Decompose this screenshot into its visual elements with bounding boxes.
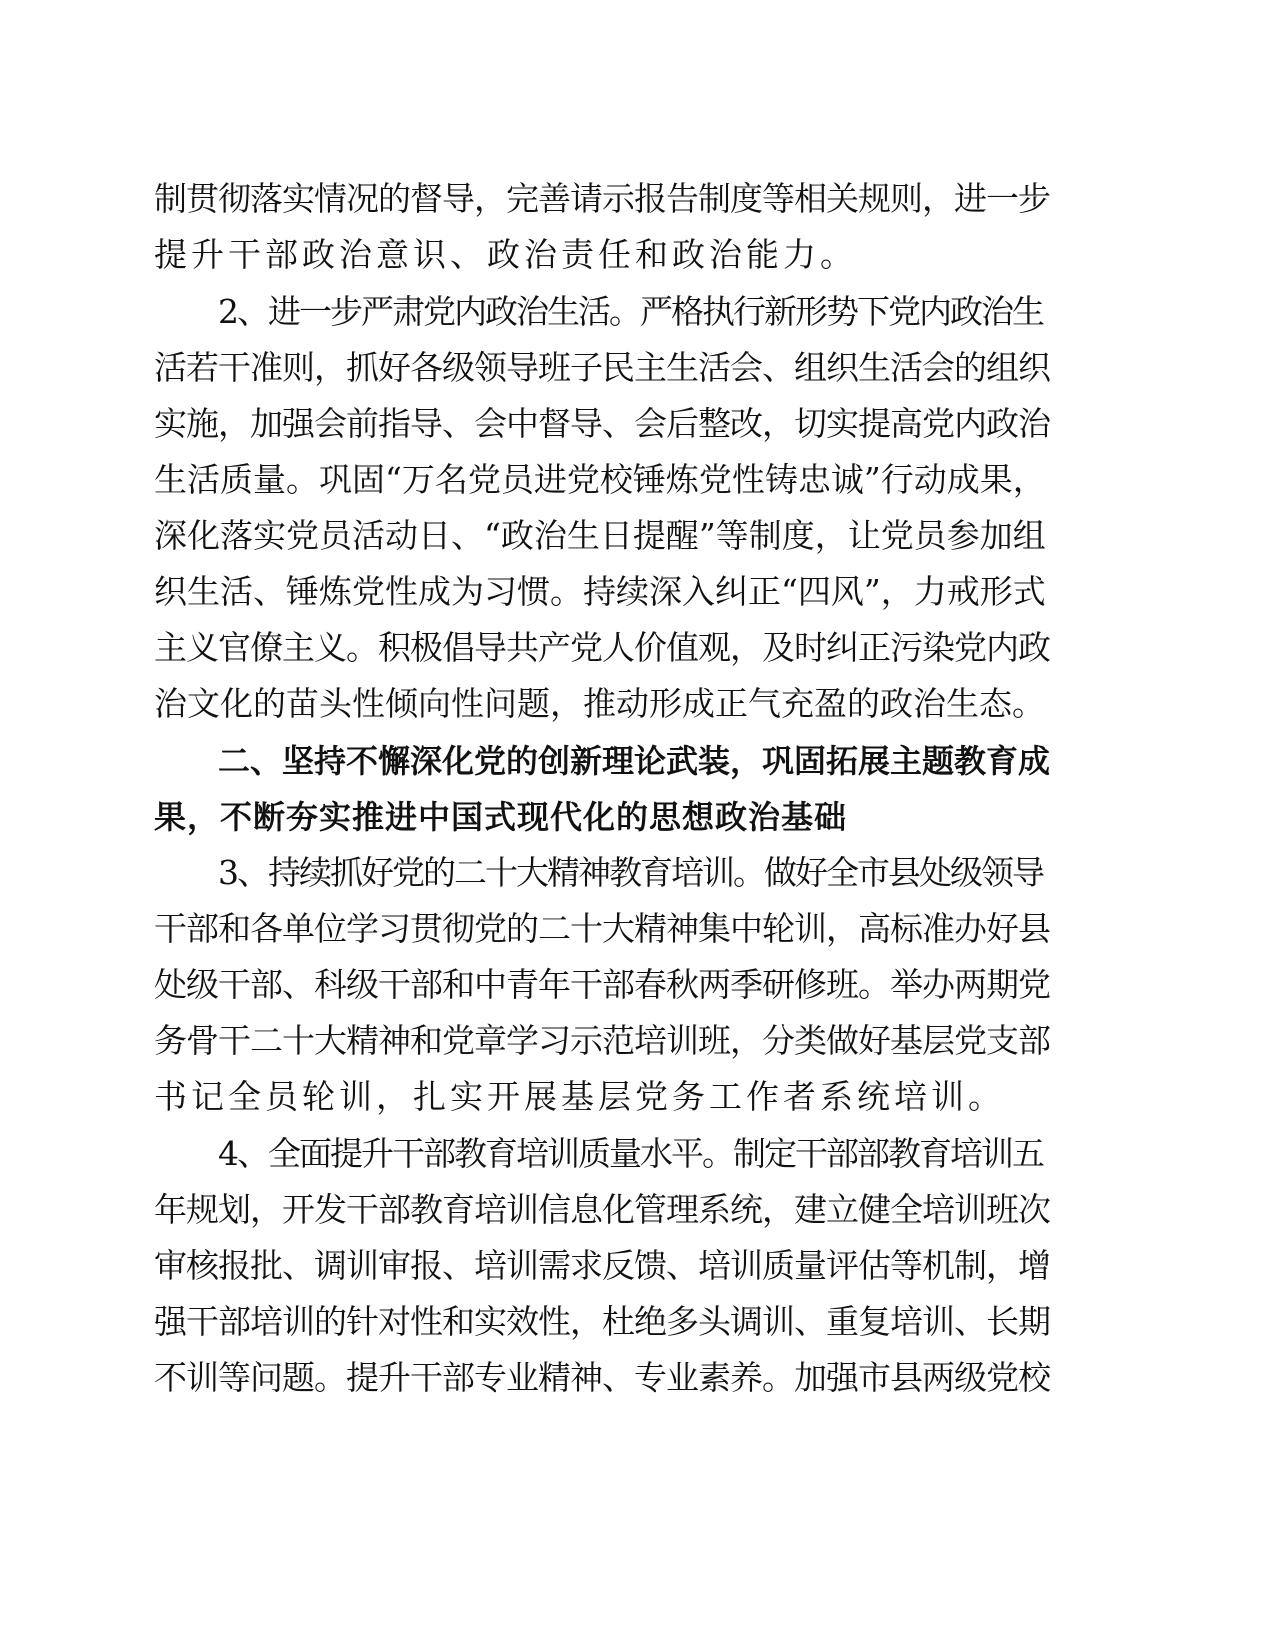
text-line: 年规划，开发干部教育培训信息化管理系统，建立健全培训班次 bbox=[154, 1190, 1050, 1229]
text-line: 活若干准则，抓好各级领导班子民主生活会、组织生活会的组织 bbox=[154, 348, 1050, 387]
text-line: 制贯彻落实情况的督导，完善请示报告制度等相关规则，进一步 bbox=[154, 179, 1050, 218]
section-heading: 二、坚持不懈深化党的创新理论武装，巩固拓展主题教育成 bbox=[218, 742, 1051, 780]
text-line: 干部和各单位学习贯彻党的二十大精神集中轮训，高标准办好县 bbox=[154, 909, 1050, 948]
text-line: 治文化的苗头性倾向性问题，推动形成正气充盈的政治生态。 bbox=[154, 684, 1045, 723]
text-line: 强干部培训的针对性和实效性，杜绝多头调训、重复培训、长期 bbox=[154, 1302, 1050, 1341]
paragraph-start-line: 3、持续抓好党的二十大精神教育培训。做好全市县处级领导 bbox=[218, 853, 1043, 892]
section-heading-continued: 果，不断夯实推进中国式现代化的思想政治基础 bbox=[154, 798, 848, 836]
text-line: 处级干部、科级干部和中青年干部春秋两季研修班。举办两期党 bbox=[154, 965, 1050, 1004]
text-line: 深化落实党员活动日、“政治生日提醒”等制度，让党员参加组 bbox=[154, 516, 1046, 555]
paragraph-start-line: 4、全面提升干部教育培训质量水平。制定干部部教育培训五 bbox=[218, 1134, 1043, 1173]
text-line: 织生活、锤炼党性成为习惯。持续深入纠正“四风”，力戒形式 bbox=[154, 572, 1046, 611]
text-line: 实施，加强会前指导、会中督导、会后整改，切实提高党内政治 bbox=[154, 404, 1050, 443]
text-line: 审核报批、调训审报、培训需求反馈、培训质量评估等机制，增 bbox=[154, 1246, 1050, 1285]
text-line: 书记全员轮训，扎实开展基层党务工作者系统培训。 bbox=[154, 1077, 1005, 1116]
text-line: 务骨干二十大精神和党章学习示范培训班，分类做好基层党支部 bbox=[154, 1021, 1050, 1060]
text-line: 不训等问题。提升干部专业精神、专业素养。加强市县两级党校 bbox=[154, 1358, 1050, 1397]
paragraph-start-line: 2、进一步严肃党内政治生活。严格执行新形势下党内政治生 bbox=[218, 292, 1043, 331]
text-line: 生活质量。巩固“万名党员进党校锤炼党性铸忠诚”行动成果， bbox=[154, 460, 1046, 499]
text-line: 提升干部政治意识、政治责任和政治能力。 bbox=[154, 235, 857, 274]
text-line: 主义官僚主义。积极倡导共产党人价值观，及时纠正污染党内政 bbox=[154, 628, 1050, 667]
